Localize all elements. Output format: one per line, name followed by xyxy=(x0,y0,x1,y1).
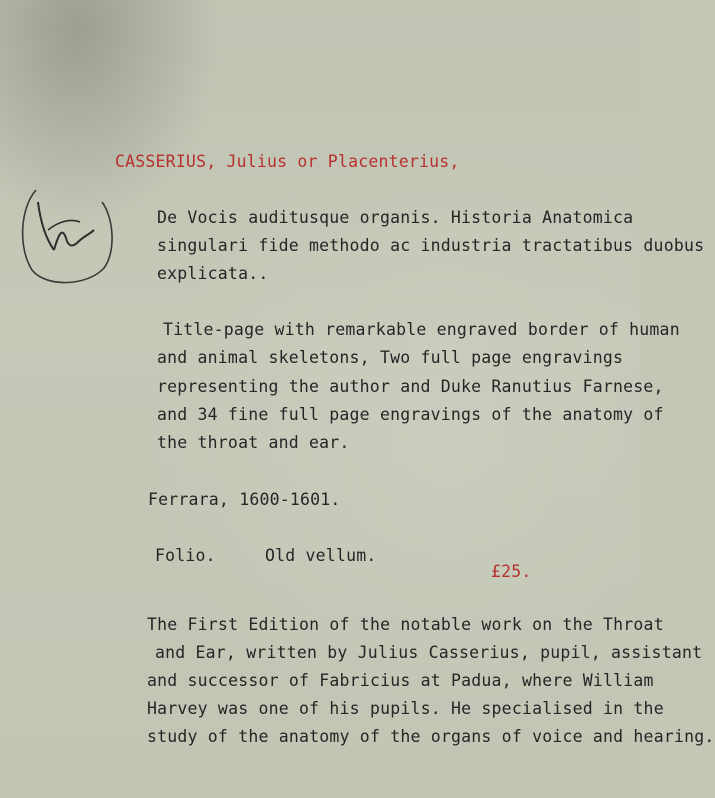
description-line: and animal skeletons, Two full page engravings xyxy=(157,348,624,367)
note-line: study of the anatomy of the organs of voice and hearing. xyxy=(147,727,715,746)
format: Folio. xyxy=(155,546,216,565)
binding: Old vellum. xyxy=(265,546,377,565)
note-line: and Ear, written by Julius Casserius, pupil, assistant xyxy=(155,643,703,662)
note-line: The First Edition of the notable work on the Throat xyxy=(147,615,664,634)
price: £25. xyxy=(491,562,532,581)
handwritten-monogram-icon xyxy=(18,178,114,288)
author-heading: CASSERIUS, Julius or Placenterius, xyxy=(115,152,460,171)
description-line: the throat and ear. xyxy=(157,433,350,452)
description-line: and 34 fine full page engravings of the anatomy of xyxy=(157,405,664,424)
title-line: De Vocis auditusque organis. Historia Anatomica xyxy=(157,208,634,227)
note-line: and successor of Fabricius at Padua, where William xyxy=(147,671,654,690)
title-line: explicata.. xyxy=(157,264,269,283)
title-line: singulari fide methodo ac industria tractatibus duobus xyxy=(157,236,705,255)
description-line: Title-page with remarkable engraved border of human xyxy=(163,320,680,339)
imprint: Ferrara, 1600-1601. xyxy=(148,490,341,509)
note-line: Harvey was one of his pupils. He specialised in the xyxy=(147,699,664,718)
description-line: representing the author and Duke Ranutius Farnese, xyxy=(157,377,664,396)
